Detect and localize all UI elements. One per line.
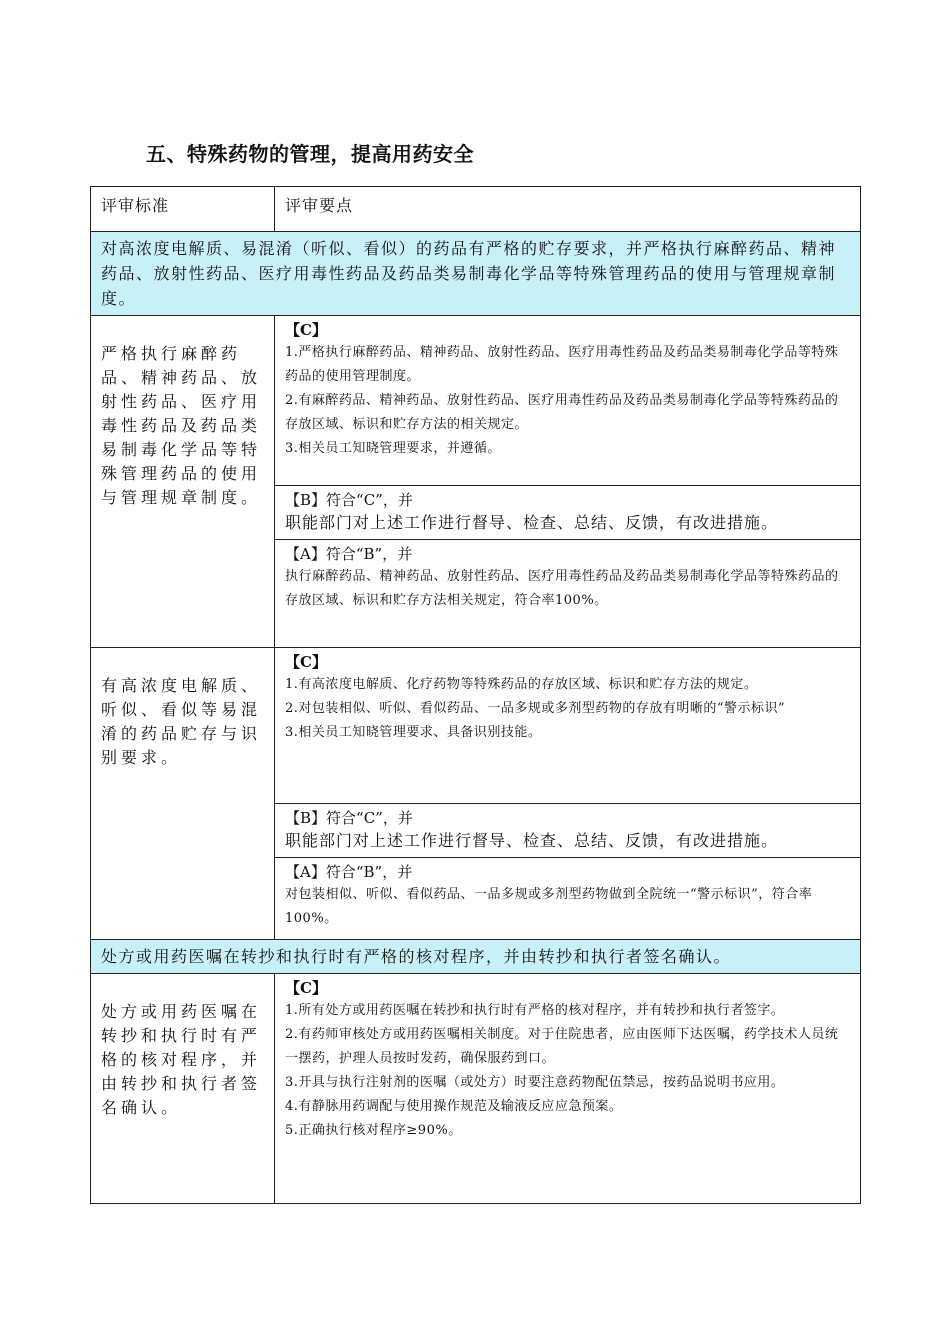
group1-c-item-1: 1.严格执行麻醉药品、精神药品、放射性药品、医疗用毒性药品及药品类易制毒化学品等特殊药品的使用管理制度。 bbox=[285, 345, 839, 384]
group3-c-label: 【C】 bbox=[285, 979, 327, 997]
group1-b-text: 职能部门对上述工作进行督导、检查、总结、反馈，有改进措施。 bbox=[285, 513, 779, 532]
header-standard: 评审标准 bbox=[91, 187, 275, 232]
group2-standard: 有高浓度电解质、听似、看似等易混淆的药品贮存与识别要求。 bbox=[91, 648, 275, 940]
table-header-row bbox=[91, 187, 861, 232]
group2-a-cell bbox=[275, 858, 861, 940]
group2-b-label: 【B】符合“C”，并 bbox=[285, 809, 413, 827]
group1-c-row bbox=[91, 316, 861, 486]
group2-a-text: 对包装相似、听似、看似药品、一品多规或多剂型药物做到全院统一“警示标识”，符合率100%。 bbox=[285, 887, 813, 926]
group1-a-cell bbox=[275, 540, 861, 648]
group1-b-cell bbox=[275, 486, 861, 540]
group1-b-label: 【B】符合“C”，并 bbox=[285, 491, 413, 509]
group3-c-cell bbox=[275, 974, 861, 1204]
group2-c-row bbox=[91, 648, 861, 804]
group1-c-item-3: 3.相关员工知晓管理要求，并遵循。 bbox=[285, 441, 501, 456]
section-row-2 bbox=[91, 940, 861, 974]
group1-c-item-2: 2.有麻醉药品、精神药品、放射性药品、医疗用毒性药品及药品类易制毒化学品等特殊药品的存放区域、标识和贮存方法的相关规定。 bbox=[285, 393, 839, 432]
group1-standard: 严格执行麻醉药品、精神药品、放射性药品、医疗用毒性药品及药品类易制毒化学品等特殊管理药品的使用与管理规章制度。 bbox=[91, 316, 275, 648]
page-title: 五、特殊药物的管理，提高用药安全 bbox=[146, 142, 474, 166]
group2-c-item-3: 3.相关员工知晓管理要求、具备识别技能。 bbox=[285, 725, 542, 740]
section-text-2: 处方或用药医嘱在转抄和执行时有严格的核对程序，并由转抄和执行者签名确认。 bbox=[91, 940, 861, 974]
group1-c-label: 【C】 bbox=[285, 321, 327, 339]
review-table bbox=[90, 186, 860, 1204]
group3-c-item-3: 3.开具与执行注射剂的医嘱（或处方）时要注意药物配伍禁忌，按药品说明书应用。 bbox=[285, 1075, 785, 1090]
group3-c-row bbox=[91, 974, 861, 1204]
group2-c-item-1: 1.有高浓度电解质、化疗药物等特殊药品的存放区域、标识和贮存方法的规定。 bbox=[285, 677, 758, 692]
group3-c-item-1: 1.所有处方或用药医嘱在转抄和执行时有严格的核对程序，并有转抄和执行者签字。 bbox=[285, 1003, 785, 1018]
group1-a-text: 执行麻醉药品、精神药品、放射性药品、医疗用毒性药品及药品类易制毒化学品等特殊药品的存放区域、标识和贮存方法相关规定，符合率100%。 bbox=[285, 569, 839, 608]
header-points: 评审要点 bbox=[275, 187, 861, 232]
group1-a-label: 【A】符合“B”，并 bbox=[285, 545, 413, 563]
group3-standard: 处方或用药医嘱在转抄和执行时有严格的核对程序，并由转抄和执行者签名确认。 bbox=[91, 974, 275, 1204]
group3-c-item-2: 2.有药师审核处方或用药医嘱相关制度。对于住院患者，应由医师下达医嘱，药学技术人员统一摆药，护理人员按时发药，确保服药到口。 bbox=[285, 1027, 839, 1066]
group2-c-item-2: 2.对包装相似、听似、看似药品、一品多规或多剂型药物的存放有明晰的“警示标识” bbox=[285, 701, 786, 716]
section-row-1 bbox=[91, 232, 861, 316]
group2-b-cell bbox=[275, 804, 861, 858]
group3-c-item-4: 4.有静脉用药调配与使用操作规范及输液反应应急预案。 bbox=[285, 1099, 623, 1114]
group2-c-label: 【C】 bbox=[285, 653, 327, 671]
group2-b-text: 职能部门对上述工作进行督导、检查、总结、反馈，有改进措施。 bbox=[285, 831, 779, 850]
section-text-1: 对高浓度电解质、易混淆（听似、看似）的药品有严格的贮存要求，并严格执行麻醉药品、精神药品、放射性药品、医疗用毒性药品及药品类易制毒化学品等特殊管理药品的使用与管理规章制度。 bbox=[91, 232, 861, 316]
group2-c-cell bbox=[275, 648, 861, 804]
group3-c-item-5: 5.正确执行核对程序≥90%。 bbox=[285, 1123, 462, 1138]
group2-a-label: 【A】符合“B”，并 bbox=[285, 863, 413, 881]
group1-c-cell bbox=[275, 316, 861, 486]
